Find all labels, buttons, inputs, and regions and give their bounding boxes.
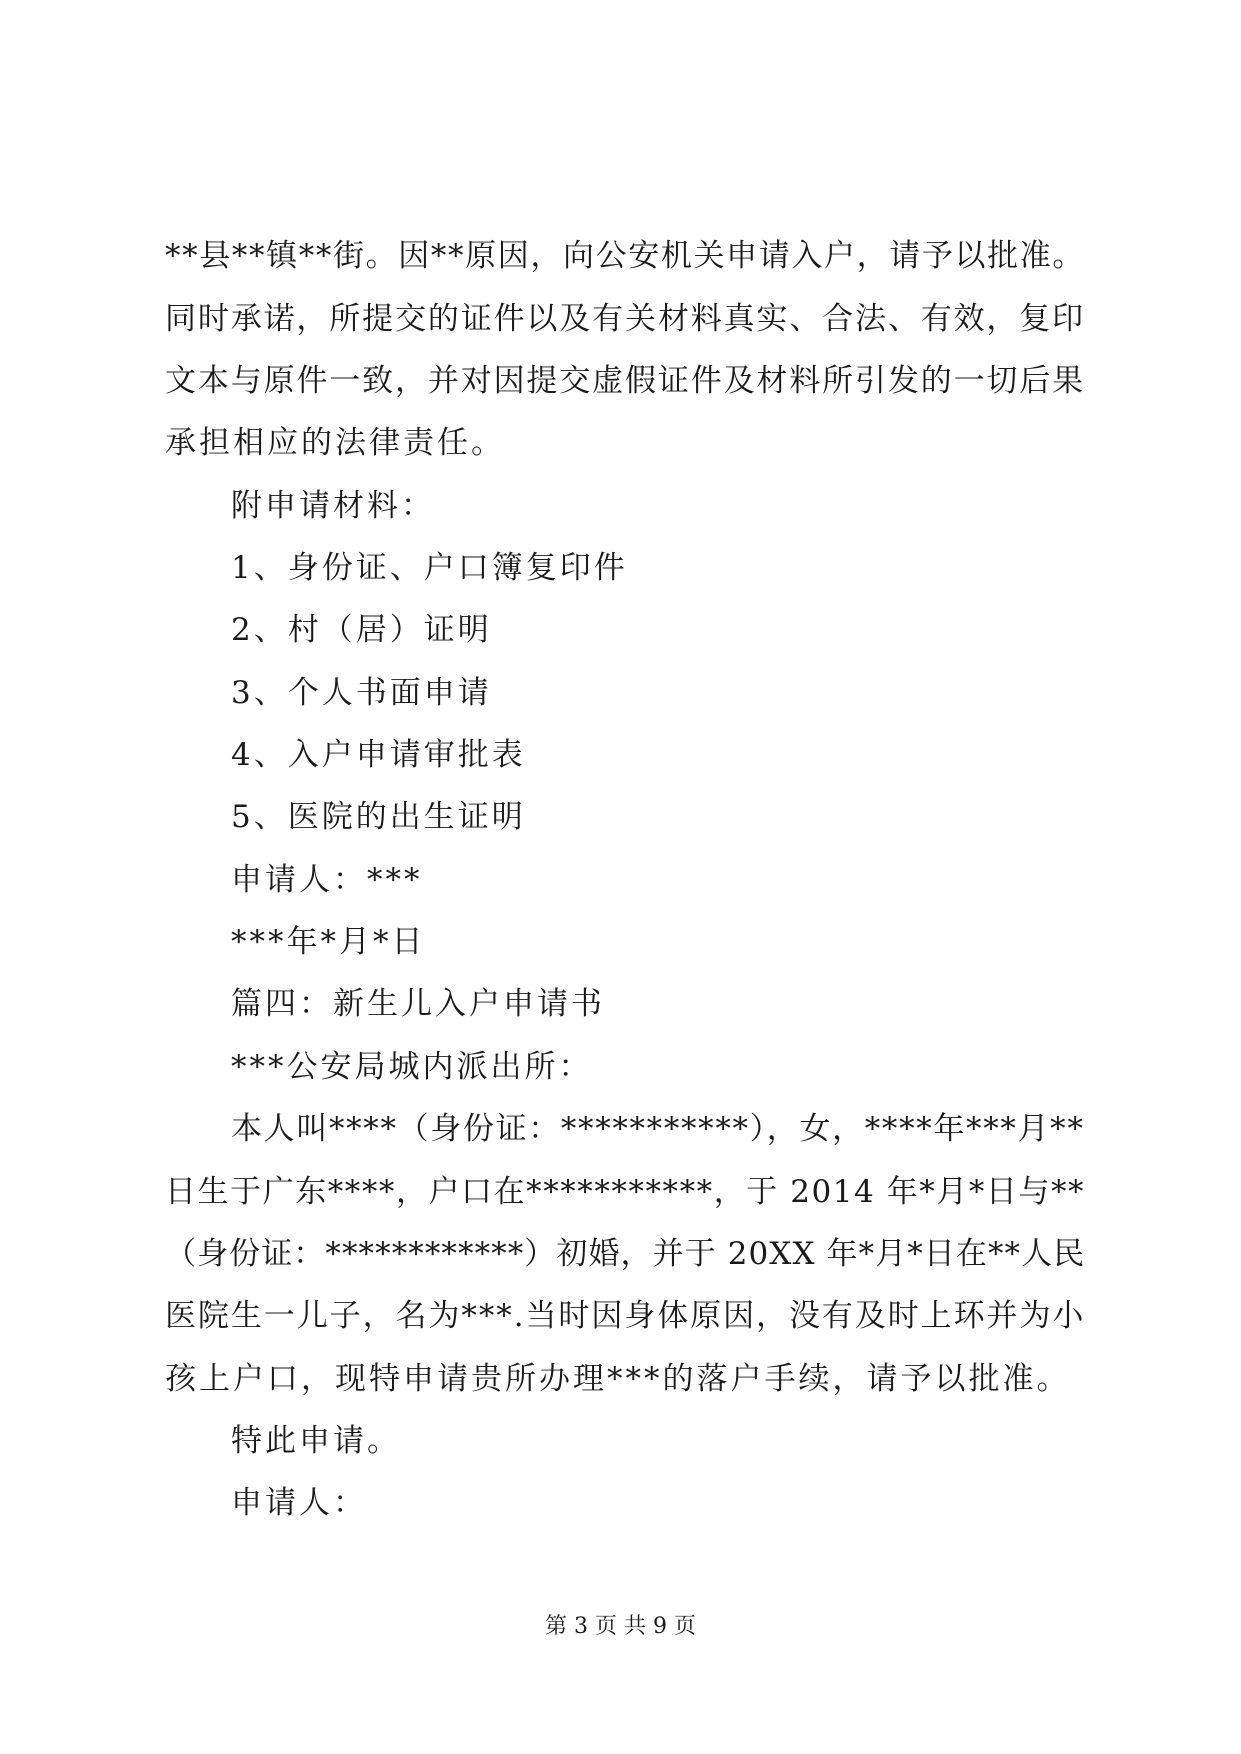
date-line: ***年*月*日 — [231, 924, 426, 960]
attachment-item: 2、村（居）证明 — [231, 612, 492, 648]
attachment-item: 1、身份证、户口簿复印件 — [231, 550, 628, 586]
page-footer: 第 3 页 共 9 页 — [545, 1614, 696, 1639]
body-line: 本人叫****（身份证：***********），女，****年***月** — [231, 1111, 1085, 1147]
body-line: （身份证：************）初婚，并于 20XX 年*月*日在**人民 — [165, 1236, 1086, 1272]
body-line: 日生于广东****，户口在***********，于 2014 年*月*日与** — [165, 1174, 1086, 1210]
applicant-line: 申请人： — [231, 1485, 367, 1521]
section-title: 篇四：新生儿入户申请书 — [231, 986, 605, 1022]
attachment-item: 5、医院的出生证明 — [231, 799, 526, 835]
closing-line: 特此申请。 — [231, 1423, 401, 1459]
body-line: 医院生一儿子，名为***.当时因身体原因，没有及时上环并为小 — [165, 1298, 1086, 1334]
body-line: 孩上户口，现特申请贵所办理***的落户手续，请予以批准。 — [165, 1361, 1071, 1397]
attachments-heading: 附申请材料： — [231, 488, 435, 524]
body-line: 文本与原件一致，并对因提交虚假证件及材料所引发的一切后果 — [165, 363, 1085, 399]
addressee-line: ***公安局城内派出所： — [231, 1049, 593, 1085]
attachment-item: 4、入户申请审批表 — [231, 737, 526, 773]
body-line: **县**镇**街。因**原因，向公安机关申请入户，请予以批准。 — [165, 238, 1085, 274]
body-line: 承担相应的法律责任。 — [165, 425, 505, 461]
applicant-line: 申请人：*** — [231, 862, 423, 898]
attachment-item: 3、个人书面申请 — [231, 675, 492, 711]
body-line: 同时承诺，所提交的证件以及有关材料真实、合法、有效，复印 — [165, 301, 1085, 337]
